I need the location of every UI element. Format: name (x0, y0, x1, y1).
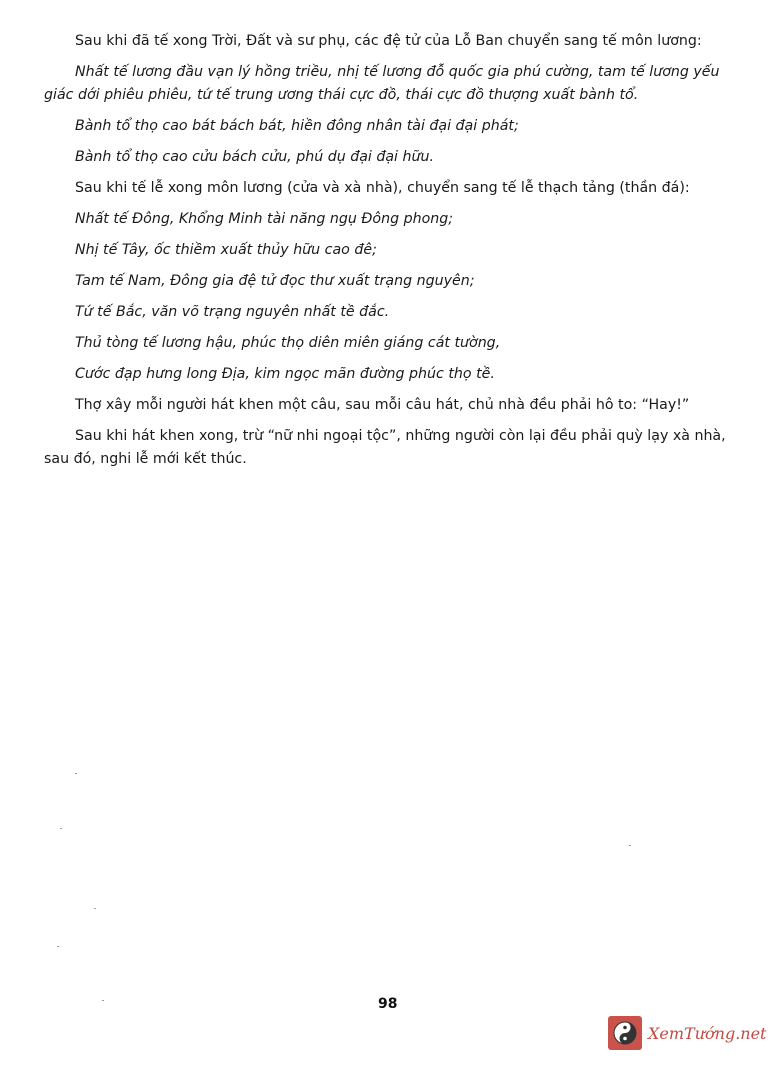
paragraph-8: Tam tế Nam, Đông gia đệ tử đọc thư xuất trạng nguyên; (75, 273, 475, 289)
watermark (608, 1013, 772, 1053)
paragraph-10: Thủ tòng tế lương hậu, phúc thọ diên miên giáng cát tường, (75, 335, 501, 351)
page-number: 98 (378, 996, 398, 1012)
paragraph-11: Cước đạp hưng long Địa, kim ngọc mãn đường phúc thọ tề. (75, 366, 495, 382)
scan-speck (57, 946, 59, 947)
scan-speck (629, 845, 631, 846)
scan-speck (75, 773, 77, 774)
paragraph-1: Sau khi đã tế xong Trời, Đất và sư phụ, các đệ tử của Lỗ Ban chuyển sang tế môn lương: (75, 33, 702, 49)
paragraph-12: Thợ xây mỗi người hát khen một câu, sau mỗi câu hát, chủ nhà đều phải hô to: “Hay!” (75, 397, 690, 413)
scan-speck (60, 828, 62, 829)
paragraph-3: Bành tổ thọ cao bát bách bát, hiền đông nhân tài đại đại phát; (75, 118, 519, 134)
scan-speck (94, 908, 96, 909)
paragraph-6: Nhất tế Đông, Khổng Minh tài năng ngụ Đông phong; (75, 211, 454, 227)
document-body (44, 30, 734, 479)
paragraph-9: Tứ tế Bắc, văn võ trạng nguyên nhất tề đắc. (75, 304, 390, 320)
yin-yang-icon (608, 1016, 642, 1050)
paragraph-5: Sau khi tế lễ xong môn lương (cửa và xà nhà), chuyển sang tế lễ thạch tảng (thần đá): (75, 180, 690, 196)
watermark-text: XemTướng.net (648, 1023, 767, 1043)
scan-speck (102, 1000, 104, 1001)
paragraph-13: Sau khi hát khen xong, trừ “nữ nhi ngoại tộc”, những người còn lại đều phải quỳ lạy xà nhà, sau đó, nghi lễ mới kết thúc. (44, 428, 726, 467)
paragraph-4: Bành tổ thọ cao cửu bách cửu, phú dụ đại đại hữu. (75, 149, 434, 165)
paragraph-2: Nhất tế lương đầu vạn lý hồng triều, nhị tế lương đỗ quốc gia phú cường, tam tế lương yếu giác dới phiêu phiêu, tứ tế trung ương thái cực đồ, thái cực đồ thượng xuất bành tổ. (44, 64, 720, 103)
paragraph-7: Nhị tế Tây, ốc thiềm xuất thủy hữu cao đê; (75, 242, 377, 258)
